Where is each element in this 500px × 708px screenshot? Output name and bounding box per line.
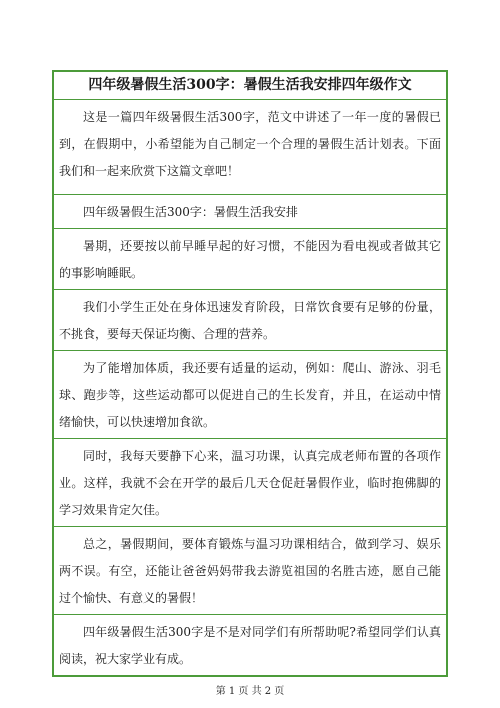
paragraph-text: 这是一篇四年级暑假生活300字，范文中讲述了一年一度的暑假已到，在假期中，小希望能为自己制定一个合理的暑假生活计划表。下面我们和一起来欣赏下这篇文章吧！ (59, 110, 441, 178)
document-table (52, 70, 448, 677)
paragraph-text: 为了能增加体质，我还要有适量的运动，例如：爬山、游泳、羽毛球、跑步等，这些运动都可以促进自己的生长发育，并且，在运动中情绪愉快，可以快速增加食欲。 (59, 361, 441, 429)
paragraph-sleep (54, 229, 446, 290)
paragraph-text: 四年级暑假生活300字是不是对同学们有所帮助呢?希望同学们认真阅读，祝大家学业有成。 (59, 625, 441, 666)
paragraph-homework (54, 439, 446, 527)
paragraph-summary (54, 527, 446, 615)
paragraph-text: 总之，暑假期间，要体育锻炼与温习功课相结合，做到学习、娱乐两不误。有空，还能让爸爸妈妈带我去游览祖国的名胜古迹，愿自己能过个愉快、有意义的暑假！ (59, 537, 441, 605)
paragraph-text: 我们小学生正处在身体迅速发育阶段，日常饮食要有足够的份量，不挑食，要每天保证均衡、合理的营养。 (59, 300, 441, 341)
paragraph-subtitle (54, 195, 446, 229)
paragraph-diet (54, 290, 446, 351)
paragraph-intro (54, 100, 446, 195)
paragraph-text: 同时，我每天要静下心来，温习功课，认真完成老师布置的各项作业。这样，我就不会在开学的最后几天仓促赶暑假作业，临时抱佛脚的学习效果肯定欠佳。 (59, 449, 441, 517)
document-title: 四年级暑假生活300字：暑假生活我安排四年级作文 (54, 72, 446, 100)
paragraph-exercise (54, 351, 446, 439)
paragraph-text: 四年级暑假生活300字：暑假生活我安排 (83, 205, 298, 219)
page-number: 第 1 页 共 2 页 (215, 686, 285, 697)
paragraph-closing (54, 615, 446, 675)
paragraph-text: 暑期，还要按以前早睡早起的好习惯，不能因为看电视或者做其它的事影响睡眠。 (59, 239, 441, 280)
